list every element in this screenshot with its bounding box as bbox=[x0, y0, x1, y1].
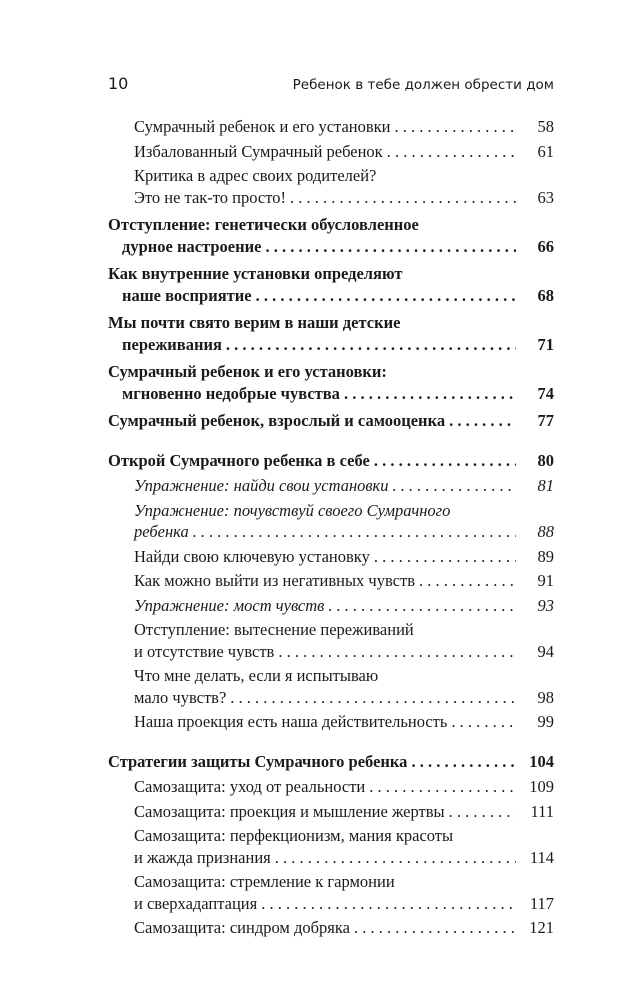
toc-entry bbox=[108, 776, 554, 798]
dot-leader bbox=[222, 334, 516, 356]
dot-leader bbox=[324, 595, 516, 617]
toc-entry bbox=[108, 450, 554, 472]
dot-leader bbox=[365, 776, 516, 798]
page-header bbox=[108, 74, 554, 93]
toc-entry bbox=[108, 141, 554, 163]
toc-entry-title: Самозащита: уход от реальности bbox=[134, 777, 366, 796]
toc-entry-title: Самозащита: стремление к гармонии bbox=[134, 872, 395, 891]
toc-page-number: 71 bbox=[537, 334, 554, 354]
toc-page-number: 88 bbox=[537, 522, 554, 541]
toc-page-number: 74 bbox=[537, 383, 554, 403]
toc-entry bbox=[108, 801, 554, 823]
toc-entry-title: Самозащита: перфекционизм, мания красоты bbox=[134, 826, 454, 845]
toc-entry-title: наше восприятие bbox=[122, 285, 252, 305]
running-title: Ребенок в тебе должен обрести дом bbox=[292, 77, 554, 93]
toc-entry bbox=[108, 917, 554, 939]
dot-leader bbox=[189, 521, 516, 543]
toc-entry-title: Упражнение: мост чувств bbox=[134, 595, 325, 615]
toc-entry bbox=[108, 595, 554, 617]
toc-page-number: 66 bbox=[537, 236, 554, 256]
toc-entry bbox=[108, 263, 554, 306]
toc-entry-title: мгновенно недобрые чувства bbox=[122, 383, 340, 403]
toc-entry-title: Наша проекция есть наша действительность bbox=[134, 712, 448, 731]
toc-entry-title: Критика в адрес своих родителей? bbox=[134, 166, 377, 185]
toc-entry bbox=[108, 711, 554, 733]
dot-leader bbox=[340, 383, 516, 405]
toc-entry-title: Упражнение: почувствуй своего Сумрачного bbox=[134, 500, 451, 520]
toc-entry-title: и отсутствие чувств bbox=[134, 641, 275, 661]
toc-entry bbox=[108, 312, 554, 355]
toc-page-number: 77 bbox=[537, 411, 554, 430]
toc-entry-title: переживания bbox=[122, 334, 222, 354]
toc-entry bbox=[108, 361, 554, 404]
toc-entry-title: и сверхадаптация bbox=[134, 893, 258, 913]
dot-leader bbox=[445, 801, 516, 823]
toc-entry bbox=[108, 475, 554, 497]
toc-page-number: 111 bbox=[530, 801, 554, 821]
toc-page-number: 99 bbox=[537, 712, 554, 731]
toc-entry bbox=[108, 214, 554, 257]
dot-leader bbox=[274, 641, 516, 663]
toc-entry-title: Сумрачный ребенок и его установки bbox=[134, 117, 391, 136]
toc-page-number: 94 bbox=[537, 641, 554, 661]
toc-entry-title: Избалованный Сумрачный ребенок bbox=[134, 141, 383, 161]
toc-entry-title: Открой Сумрачного ребенка в себе bbox=[108, 450, 370, 470]
dot-leader bbox=[257, 893, 516, 915]
dot-leader bbox=[350, 917, 516, 939]
toc-entry-title: Отступление: генетически обусловленное bbox=[108, 215, 419, 234]
toc-page-number: 61 bbox=[537, 141, 554, 161]
dot-leader bbox=[370, 546, 516, 568]
toc-entry bbox=[108, 116, 554, 138]
dot-leader bbox=[447, 711, 516, 733]
toc-entry-title: Как внутренние установки определяют bbox=[108, 264, 403, 283]
dot-leader bbox=[286, 187, 516, 209]
toc-entry bbox=[108, 825, 554, 868]
toc-entry-title: Сумрачный ребенок и его установки: bbox=[108, 362, 387, 381]
dot-leader bbox=[271, 847, 516, 869]
toc-entry-title: ребенка bbox=[134, 522, 189, 541]
toc-entry bbox=[108, 570, 554, 592]
toc-entry-title: Отступление: вытеснение переживаний bbox=[134, 620, 414, 639]
toc-entry-title: Что мне делать, если я испытываю bbox=[134, 666, 379, 685]
toc-entry-title: Найди свою ключевую установку bbox=[134, 546, 370, 566]
toc-entry bbox=[108, 165, 554, 208]
toc-entry-title: Самозащита: проекция и мышление жертвы bbox=[134, 801, 445, 821]
toc-entry-title: Стратегии защиты Сумрачного ребенка bbox=[108, 751, 408, 771]
toc-entry-title: Сумрачный ребенок, взрослый и самооценка bbox=[108, 411, 446, 430]
toc-page-number: 63 bbox=[537, 187, 554, 207]
toc-page-number: 91 bbox=[537, 571, 554, 590]
toc-page-number: 109 bbox=[529, 777, 554, 796]
table-of-contents bbox=[108, 116, 554, 942]
toc-entry-title: дурное настроение bbox=[122, 236, 262, 256]
dot-leader bbox=[261, 236, 516, 258]
toc-entry bbox=[108, 871, 554, 914]
dot-leader bbox=[226, 687, 516, 709]
dot-leader bbox=[390, 116, 516, 138]
toc-entry bbox=[108, 500, 554, 543]
toc-entry bbox=[108, 619, 554, 662]
toc-page-number: 121 bbox=[529, 918, 554, 937]
dot-leader bbox=[415, 570, 516, 592]
dot-leader bbox=[252, 285, 516, 307]
toc-entry bbox=[108, 546, 554, 568]
toc-entry-title: Как можно выйти из негативных чувств bbox=[134, 571, 415, 590]
toc-entry-title: Самозащита: синдром добряка bbox=[134, 918, 350, 937]
toc-entry bbox=[108, 751, 554, 773]
toc-page-number: 80 bbox=[537, 450, 554, 470]
toc-page-number: 104 bbox=[529, 751, 554, 771]
toc-page-number: 93 bbox=[537, 595, 554, 615]
dot-leader bbox=[445, 410, 516, 432]
dot-leader bbox=[370, 450, 516, 472]
toc-entry-title: Упражнение: найди свои установки bbox=[134, 476, 389, 495]
toc-entry bbox=[108, 665, 554, 708]
toc-page-number: 98 bbox=[537, 687, 554, 707]
toc-page-number: 117 bbox=[529, 893, 554, 913]
toc-page-number: 81 bbox=[537, 476, 554, 495]
dot-leader bbox=[389, 475, 516, 497]
toc-page-number: 114 bbox=[529, 847, 554, 867]
page-number: 10 bbox=[108, 74, 129, 93]
toc-entry-title: и жажда признания bbox=[134, 847, 271, 867]
dot-leader bbox=[407, 751, 516, 773]
toc-entry-title: Это не так-то просто! bbox=[134, 187, 286, 207]
toc-page-number: 89 bbox=[537, 546, 554, 566]
toc-entry bbox=[108, 410, 554, 432]
toc-entry-title: мало чувств? bbox=[134, 687, 227, 707]
toc-page-number: 58 bbox=[537, 117, 554, 136]
toc-entry-title: Мы почти свято верим в наши детские bbox=[108, 313, 401, 332]
dot-leader bbox=[383, 141, 516, 163]
toc-page-number: 68 bbox=[537, 285, 554, 305]
